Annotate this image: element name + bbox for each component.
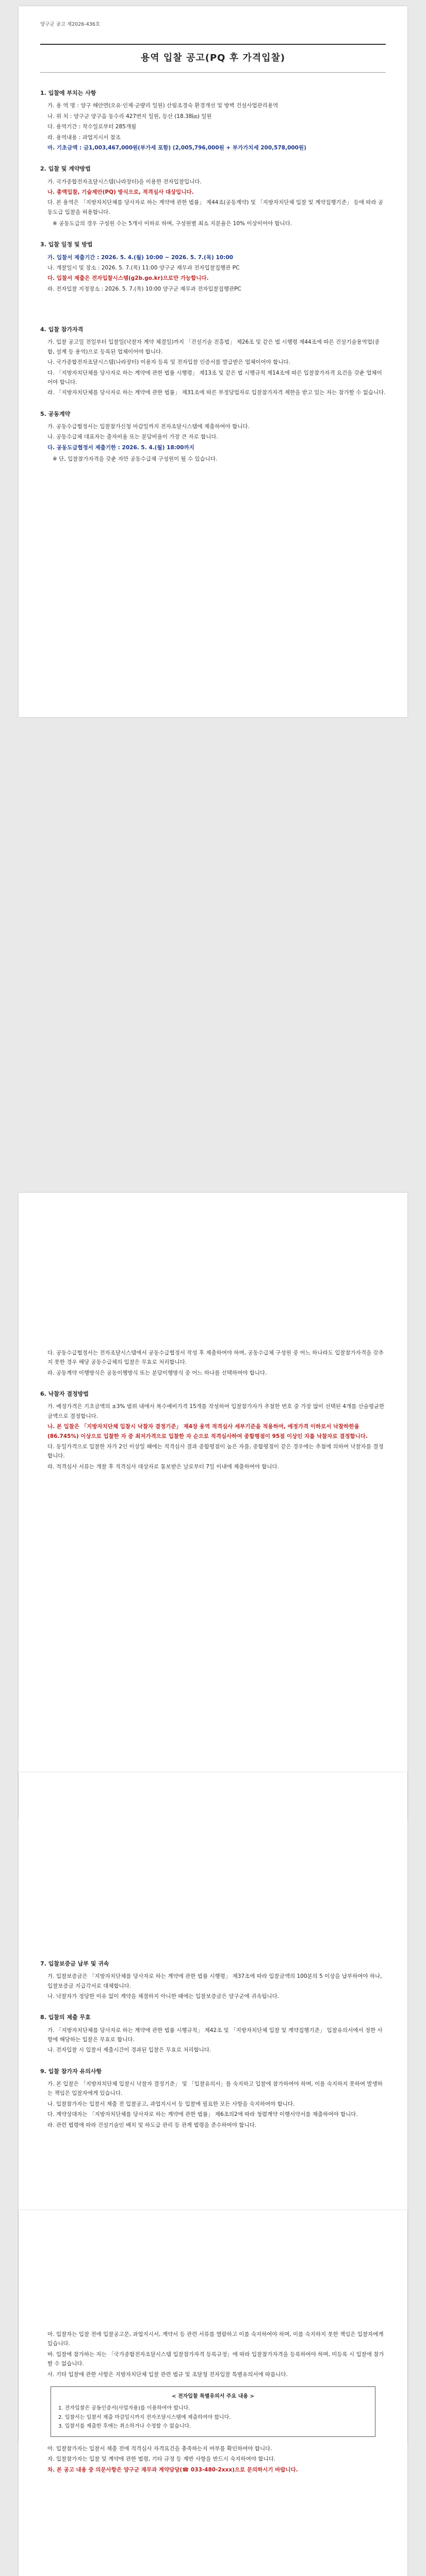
special-notice-line-3: 3. 입찰서를 제출한 후에는 취소하거나 수정할 수 없습니다.	[58, 2424, 191, 2430]
s1-item-e: 마. 기초금액 : 금1,003,467,000원(부가세 포함) (2,005,796,000원 + 부가가치세 200,578,000원)	[47, 144, 306, 151]
s4-item-b: 나. 국가종합전자조달시스템(나라장터) 이용자 등록 및 전자입찰 인증서를 발급받은 업체이어야 합니다.	[47, 359, 290, 366]
s3-item-b: 나. 개찰일시 및 장소 : 2026. 5. 7.(목) 11:00 양구군 재무과 전자입찰집행관 PC	[47, 265, 240, 271]
section-6-heading: 6. 낙찰자 결정방법	[40, 1391, 89, 1398]
section-4-heading: 4. 입찰 참가자격	[40, 326, 84, 333]
s7-item-a: 가. 입찰보증금은 「지방자치단체를 당사자로 하는 계약에 관한 법률 시행령」 제37조에 따라 입찰금액의 100분의 5 이상을 납부하여야 하나, 입찰보증금 지급각서로 대체합니다.	[47, 1973, 382, 1989]
special-notice-line-1: 1. 전자입찰은 공동인증서(사업자용)를 이용하여야 합니다.	[58, 2405, 190, 2412]
s5-item-b: 나. 공동수급체 대표자는 출자비율 또는 분담비율이 가장 큰 자로 합니다.	[47, 434, 218, 440]
s9-item-e: 마. 입찰자는 입찰 전에 입찰공고문, 과업지시서, 계약서 등 관련 서류를 열람하고 이를 숙지하여야 하며, 이를 숙지하지 못한 책임은 입찰자에게 있습니다.	[47, 2331, 384, 2347]
document-page-2	[19, 1193, 407, 1819]
s9-item-b: 나. 입찰참가자는 입찰서 제출 전 입찰공고, 과업지시서 등 입찰에 필요한 모든 사항을 숙지하여야 합니다.	[47, 2100, 295, 2107]
special-notice-line-2: 2. 입찰서는 입찰서 제출 마감일시까지 전자조달시스템에 제출하여야 합니다.	[58, 2414, 231, 2420]
s6-item-a: 가. 예정가격은 기초금액의 ±3% 범위 내에서 복수예비가격 15개를 작성하여 입찰참가자가 추첨한 번호 중 가장 많이 선택된 4개를 산술평균한 금액으로 결정합니다.	[47, 1403, 385, 1419]
s2-note: ※ 공동도급의 경우 구성원 수는 5개사 이하로 하며, 구성원별 최소 지분율은 10% 이상이어야 합니다.	[53, 221, 292, 227]
s9-item-a: 가. 본 입찰은 「지방자치단체 입찰시 낙찰자 결정기준」 및 「입찰유의서」를 숙지하고 입찰에 참가하여야 하며, 이를 숙지하지 못하여 발생하는 책임은 입찰자에게 있습니다.	[47, 2081, 383, 2097]
s2-item-a: 가. 국가종합전자조달시스템(나라장터)을 이용한 전자입찰입니다.	[47, 178, 202, 185]
s5-item-a: 가. 공동수급협정서는 입찰참가신청 마감일까지 전자조달시스템에 제출하여야 합니다.	[47, 423, 250, 430]
s3-item-a: 가. 입찰서 제출기간 : 2026. 5. 4.(월) 10:00 ~ 2026. 5. 7.(목) 10:00	[47, 254, 233, 261]
s4-item-d: 라. 「지방자치단체를 당사자로 하는 계약에 관한 법률」 제31조에 따른 부정당업자로 입찰참가자격 제한을 받고 있는 자는 참가할 수 없습니다.	[47, 389, 386, 396]
document-page-1	[19, 6, 407, 717]
s9-item-i: 자. 입찰참가자는 입찰 및 계약에 관한 법령, 기타 규정 등 제반 사항을 반드시 숙지하여야 합니다.	[47, 2456, 276, 2463]
s3-item-c: 다. 입찰서 제출은 전자입찰시스템(g2b.go.kr)으로만 가능합니다.	[47, 275, 209, 282]
s8-item-a: 가. 「지방자치단체를 당사자로 하는 계약에 관한 법률 시행규칙」 제42조 및 「지방자치단체 입찰 및 계약집행기준」 입찰유의서에서 정한 사항에 해당하는 입찰은 무효로 합니다.	[47, 2027, 383, 2043]
s5-item-c: 다. 공동도급협정서 제출기한 : 2026. 5. 4.(월) 18:00까지	[47, 444, 194, 451]
section-7-heading: 7. 입찰보증금 납부 및 귀속	[40, 1960, 109, 1967]
s7-item-b: 나. 낙찰자가 정당한 이유 없이 계약을 체결하지 아니한 때에는 입찰보증금은 양구군에 귀속됩니다.	[47, 1993, 280, 1999]
s6-item-b: 나. 본 입찰은 「지방자치단체 입찰시 낙찰자 결정기준」 제4장 용역 적격심사 세부기준을 적용하여, 예정가격 이하로서 낙찰하한율(86.745%) 이상으로 입찰한 자 중 최저가격으로 입찰한 자 순으로 적격심사하여 종합평점이 95점 이상인 자를 낙찰자로 결정합니다.	[47, 1423, 368, 1439]
special-notice-box	[51, 2386, 375, 2437]
s1-item-c: 다. 용역기간 : 착수일로부터 285개월	[47, 124, 137, 130]
page-title: 용역 입찰 공고(PQ 후 가격입찰)	[40, 44, 386, 73]
p2-intro-a: 다. 공동수급협정서는 전자조달시스템에서 공동수급협정서 작성 후 제출하여야 하며, 공동수급체 구성원 중 어느 하나라도 입찰참가자격을 갖추지 못한 경우 해당 공동수급체의 입찰은 무효로 처리합니다.	[47, 1350, 384, 1366]
s9-item-f: 바. 입찰에 참가하는 자는 「국가종합전자조달시스템 입찰참가자격 등록규정」에 따라 입찰참가자격을 등록하여야 하며, 미등록 시 입찰에 참가할 수 없습니다.	[47, 2351, 384, 2367]
p2-intro-b: 라. 공동계약 이행방식은 공동이행방식 또는 분담이행방식 중 어느 하나를 선택하여야 합니다.	[47, 1369, 267, 1376]
s1-item-b: 나. 위 치 : 양구군 양구읍 동수리 427번지 일원, 등산 (18.38㎞) 일원	[47, 113, 212, 120]
s6-item-c: 다. 동일가격으로 입찰한 자가 2인 이상일 때에는 적격심사 결과 종합평점이 높은 자를, 종합평점이 같은 경우에는 추첨에 의하여 낙찰자를 결정합니다.	[47, 1443, 384, 1460]
s9-item-g: 사. 기타 입찰에 관한 사항은 지방자치단체 입찰 관련 법규 및 조달청 전자입찰 특별유의서에 따릅니다.	[47, 2371, 288, 2378]
section-2-heading: 2. 입찰 및 계약방법	[40, 165, 91, 173]
s2-item-b: 나. 총액입찰, 기술제안(PQ) 방식으로, 적격심사 대상입니다.	[47, 189, 194, 195]
section-3-heading: 3. 입찰 일정 및 방법	[40, 241, 93, 248]
s5-note: ※ 단, 입찰참가자격을 갖춘 자만 공동수급체 구성원이 될 수 있습니다.	[53, 456, 218, 462]
s4-item-a: 가. 입찰 공고일 전일부터 입찰일(낙찰자 계약 체결일)까지 「건설기술 진흥법」 제26조 및 같은 법 시행령 제44조에 따른 건설기술용역업(종합, 설계 등 용역)으로 등록된 업체이어야 합니다.	[47, 339, 380, 355]
s9-item-h: 아. 입찰참가자는 입찰서 제출 전에 적격심사 자격요건을 충족하는지 여부를 확인하여야 합니다.	[47, 2445, 272, 2452]
section-1-heading: 1. 입찰에 부치는 사항	[40, 90, 96, 97]
s9-item-d: 라. 관련 법령에 따라 건설기술인 배치 및 하도급 관리 등 관계 법령을 준수하여야 합니다.	[47, 2122, 257, 2128]
s2-item-c: 다. 본 용역은 「지방자치단체를 당사자로 하는 계약에 관한 법률」 제44조(공동계약) 및 「지방자치단체 입찰 및 계약집행기준」 등에 따라 공동도급 입찰을 허용합니다.	[47, 199, 384, 215]
section-8-heading: 8. 입찰의 제출 무효	[40, 2014, 91, 2021]
special-notice-title: < 전자입찰 특별유의서 주요 내용 >	[172, 2393, 254, 2399]
s1-item-a: 가. 용 역 명 : 양구 해안면(오유·인제·군량리 일원) 산림조경숙 환경개선 및 방벽 건설사업관리용역	[47, 103, 278, 109]
s3-item-d: 라. 전자입찰 지정장소 : 2026. 5. 7.(목) 10:00 양구군 재무과 전자입찰집행관PC	[47, 285, 241, 292]
section-5-heading: 5. 공동계약	[40, 410, 71, 417]
s9-item-c: 다. 계약상대자는 「지방자치단체를 당사자로 하는 계약에 관한 법률」 제6조의2에 따라 청렴계약 이행서약서를 제출하여야 합니다.	[47, 2111, 358, 2118]
s8-item-b: 나. 전자입찰 시 입찰서 제출시간이 경과된 입찰은 무효로 처리합니다.	[47, 2047, 211, 2054]
s4-item-c: 다. 「지방자치단체를 당사자로 하는 계약에 관한 법률 시행령」 제13조 및 같은 법 시행규칙 제14조에 따른 입찰참가자격 요건을 갖춘 업체이어야 합니다.	[47, 369, 382, 385]
s9-item-j: 차. 본 공고 내용 중 의문사항은 양구군 재무과 계약담당(☎ 033-480-2xxx)으로 문의하시기 바랍니다.	[47, 2466, 298, 2473]
document-page-4	[19, 2210, 407, 2576]
s6-item-d: 라. 적격심사 서류는 개찰 후 적격심사 대상자로 통보받은 날로부터 7일 이내에 제출하여야 합니다.	[47, 1463, 279, 1470]
s1-item-d: 라. 용역내용 : 과업지시서 참조	[47, 134, 121, 141]
doc-number: 양구군 공고 제2026-436호	[40, 22, 101, 27]
section-9-heading: 9. 입찰 참가자 유의사항	[40, 2067, 102, 2075]
